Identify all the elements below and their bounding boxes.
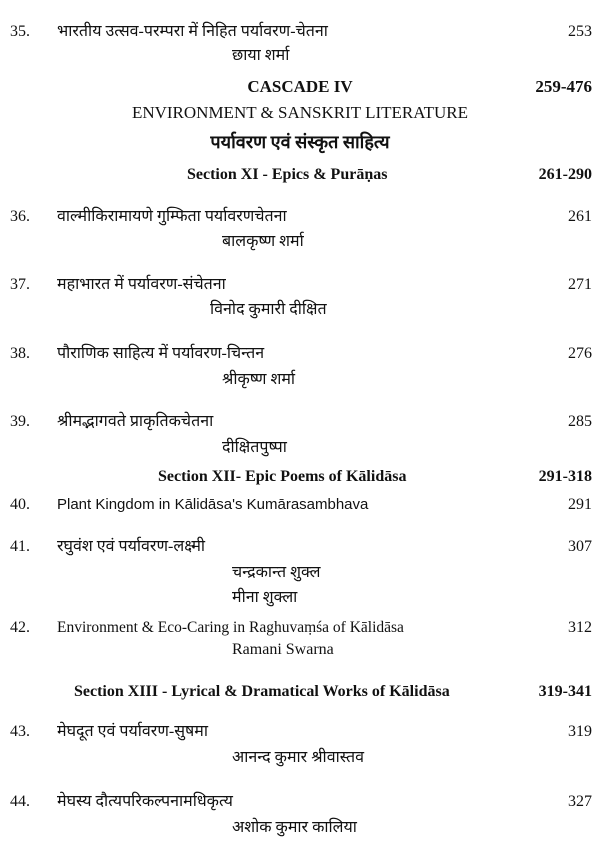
entry-page: 307: [568, 538, 592, 555]
cascade-title-hi: पर्यावरण एवं संस्कृत साहित्य: [210, 132, 390, 152]
entry-title: पौराणिक साहित्य में पर्यावरण-चिन्तन: [57, 345, 265, 362]
entry-page: 261: [568, 208, 592, 225]
entry-title: मेघदूत एवं पर्यावरण-सुषमा: [57, 723, 209, 740]
section-pages: 319-341: [538, 683, 592, 700]
entry-title: महाभारत में पर्यावरण-संचेतना: [57, 276, 226, 293]
cascade-pages: 259-476: [535, 77, 592, 96]
cascade-label: CASCADE IV: [247, 77, 353, 96]
entry-page: 253: [568, 23, 592, 40]
entry-author: विनोद कुमारी दीक्षित: [210, 301, 327, 318]
entry-number: 42.: [10, 619, 30, 636]
entry-page: 285: [568, 413, 592, 430]
entry-number: 39.: [10, 413, 30, 430]
section-title: Section XI - Epics & Purāṇas: [187, 166, 388, 183]
entry-title: भारतीय उत्सव-परम्परा में निहित पर्यावरण-चेतना: [57, 23, 328, 40]
entry-author: चन्द्रकान्त शुक्ल: [232, 564, 321, 581]
entry-title: Environment & Eco-Caring in Raghuvaṃśa of Kālidāsa: [57, 619, 404, 636]
entry-title: वाल्मीकिरामायणे गुम्फिता पर्यावरणचेतना: [57, 208, 287, 225]
entry-number: 41.: [10, 538, 30, 555]
entry-number: 40.: [10, 496, 30, 513]
entry-title: श्रीमद्भागवते प्राकृतिकचेतना: [57, 413, 214, 430]
section-title: Section XII- Epic Poems of Kālidāsa: [158, 468, 407, 485]
entry-number: 44.: [10, 793, 30, 810]
entry-author: दीक्षितपुष्पा: [222, 439, 287, 456]
entry-author: आनन्द कुमार श्रीवास्तव: [232, 749, 364, 766]
entry-title: Plant Kingdom in Kālidāsa's Kumārasambhava: [57, 496, 369, 513]
entry-author: बालकृष्ण शर्मा: [222, 233, 304, 250]
cascade-title-en: ENVIRONMENT & SANSKRIT LITERATURE: [131, 103, 469, 122]
entry-author: मीना शुक्ला: [232, 589, 298, 606]
entry-number: 43.: [10, 723, 30, 740]
entry-page: 271: [568, 276, 592, 293]
section-title: Section XIII - Lyrical & Dramatical Works of Kālidāsa: [74, 683, 450, 700]
entry-author: अशोक कुमार कालिया: [232, 819, 357, 836]
entry-number: 36.: [10, 208, 30, 225]
section-pages: 261-290: [538, 166, 592, 183]
entry-author: श्रीकृष्ण शर्मा: [222, 371, 296, 388]
section-pages: 291-318: [538, 468, 592, 485]
entry-author: छाया शर्मा: [232, 47, 290, 64]
entry-number: 35.: [10, 23, 30, 40]
entry-number: 37.: [10, 276, 30, 293]
entry-number: 38.: [10, 345, 30, 362]
entry-page: 312: [568, 619, 592, 636]
entry-page: 276: [568, 345, 592, 362]
entry-title: रघुवंश एवं पर्यावरण-लक्ष्मी: [57, 538, 206, 555]
entry-author: Ramani Swarna: [232, 641, 334, 658]
entry-title: मेघस्य दौत्यपरिकल्पनामधिकृत्य: [57, 793, 233, 810]
entry-page: 291: [568, 496, 592, 513]
entry-page: 327: [568, 793, 592, 810]
entry-page: 319: [568, 723, 592, 740]
